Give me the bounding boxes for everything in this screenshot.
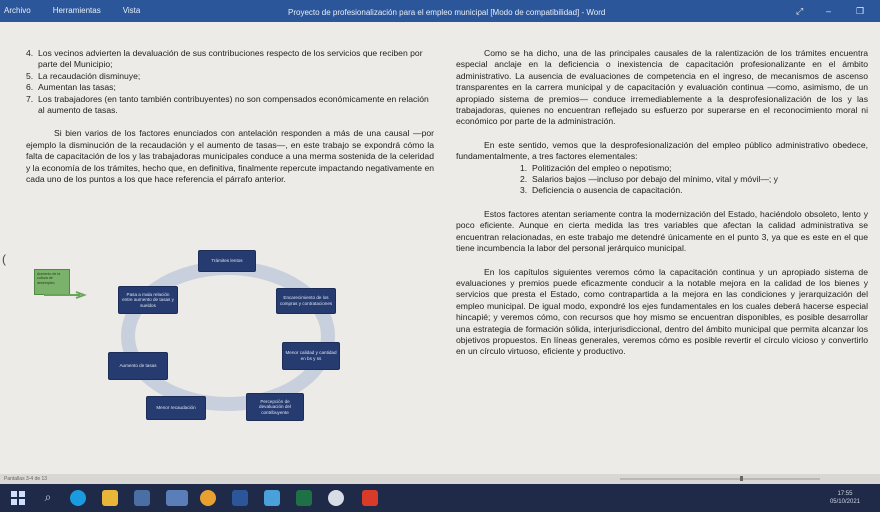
- taskbar: [0, 484, 880, 512]
- body-paragraph: En este sentido, vemos que la desprofesionalización del empleo público administrativo obedece, fundamentalmente, a tres factores elementales:: [456, 139, 868, 162]
- right-page: [456, 48, 868, 358]
- tray-date: 05/10/2021: [829, 499, 860, 505]
- edge-icon[interactable]: [70, 490, 86, 506]
- list-text: Salarios bajos —incluso por debajo del mínimo, vital y móvil—; y: [532, 174, 778, 185]
- list-text: La recaudación disminuye;: [38, 70, 141, 81]
- node-tramites-lentos: Trámites lentos: [198, 250, 256, 272]
- body-paragraph: Como se ha dicho, una de las principales causales de la ralentización de los trámites encuentra especial anclaje en la deficiencia o inexistencia de capacitación profesionalizante en el ámbito administrativo. La ausencia de evaluaciones de competencia en el ingreso, de mecanismos de ascenso transparentes en la carrera municipal y de capacitación y evaluación continua —como, asimismo, de un apropiado sistema de premios— conduce irremediablemente a la desprofesionalización de los y las trabajadoras, quienes no encuentran reflejado su esfuerzo por superarse en el reconocimiento moral ni económico por parte de la administración.: [456, 48, 868, 127]
- windows-start-icon[interactable]: [10, 490, 26, 506]
- list-number: 3.: [520, 185, 528, 196]
- browser-icon[interactable]: [328, 490, 344, 506]
- title-bar: [0, 0, 880, 22]
- excel-icon[interactable]: [296, 490, 312, 506]
- list-text: Aumentan las tasas;: [38, 82, 116, 93]
- menu-archivo[interactable]: Archivo: [4, 6, 31, 15]
- left-page: [26, 48, 434, 185]
- list-number: 4.: [26, 48, 34, 58]
- page-count: Pantallas 3-4 de 13: [4, 476, 48, 482]
- list-text: Politización del empleo o nepotismo;: [532, 162, 672, 173]
- node-mala-relacion: Pasa a mala relación entre aumento de tasas y sueldos: [118, 286, 178, 314]
- list-item: [520, 174, 868, 185]
- list-item: [520, 163, 868, 174]
- store-icon[interactable]: [134, 490, 150, 506]
- menu-herramientas[interactable]: Herramientas: [52, 6, 101, 15]
- zoom-slider[interactable]: [620, 476, 820, 481]
- list-item: [26, 48, 434, 71]
- tray-time: 17:55: [837, 491, 853, 497]
- node-menor-calidad: Menor calidad y cantidad en bs y ss: [282, 342, 340, 370]
- system-tray-clock[interactable]: [830, 490, 860, 506]
- search-icon[interactable]: ⌕: [44, 490, 52, 504]
- green-arrow: [44, 291, 88, 299]
- stray-parenthesis: (: [2, 252, 6, 266]
- list-number: 1.: [520, 162, 528, 173]
- list-text: Los vecinos advierten la devaluación de sus contribuciones respecto de los servicios que reciben por parte del Municipio;: [38, 48, 423, 70]
- zoom-icon[interactable]: [264, 490, 280, 506]
- body-paragraph: Estos factores atentan seriamente contra la modernización del Estado, haciéndolo obsoleto, lento y poco eficiente. Aunque en cierta medida las tres variables que afectan la calidad administrativa se encuentran relacionadas, en este trabajo me detendré únicamente en el punto 3, ya que es este en el que tiene incumbencia la labor del personal jerárquico municipal.: [456, 208, 868, 254]
- chrome-icon[interactable]: [200, 490, 216, 506]
- node-aumento-tasas: Aumento de tasas: [108, 352, 168, 380]
- acrobat-icon[interactable]: [362, 490, 378, 506]
- green-note-box: Aumento de la cultura de desempleo: [34, 269, 70, 295]
- list-number: 7.: [26, 93, 34, 104]
- node-percepcion: Percepción de devaluación del contribuyente: [246, 393, 304, 421]
- list-number: 2.: [520, 174, 528, 185]
- list-item: [26, 94, 434, 117]
- minimize-icon[interactable]: –: [826, 6, 832, 16]
- body-paragraph: Si bien varios de los factores enunciados con antelación responden a más de una causal —por ejemplo la disminución de la recaudación y el aumento de tasas—, en este trabajo se expondrá cómo la falta de capacitación de los y las trabajadoras municipales conduce a una merma sostenida de la celeridad y la economía de los trámites, hecho que, en definitiva, finalmente repercute impactando negativamente en cada uno de los puntos a los que hace referencia el párrafo anterior.: [26, 128, 434, 185]
- body-paragraph: En los capítulos siguientes veremos cómo la capacitación continua y un apropiado sistema de evaluaciones y premios puede eficazmente conducir a la notable mejora en la calidad de los bienes y servicios que presta el Estado, como contrapartida a la mejora en las condiciones y jerarquización del empleo municipal. De igual modo, expondré los ejes fundamentales en los cuales deberá hacerse especial hincapié; y veremos cómo, con recursos que hoy mismo se encuentran disponibles, es posible desarrollar una estrategia de formación sólida, interjurisdiccional, dentro del ámbito municipal que permita alcanzar los objetivos propuestos. En líneas generales, veremos cómo es posible revertir el círculo vicioso y convertirlo en un círculo virtuoso, eficiente y productivo.: [456, 266, 868, 357]
- node-encarecimiento: Encarecimiento de los compras y contrataciones: [276, 288, 336, 314]
- menu-vista[interactable]: Vista: [122, 6, 141, 15]
- list-number: 6.: [26, 82, 34, 93]
- menu-bar: [4, 6, 140, 15]
- node-menor-recaudacion: Menor recaudación: [146, 396, 206, 420]
- list-text: Deficiencia o ausencia de capacitación.: [532, 185, 683, 196]
- window-title: Proyecto de profesionalización para el empleo municipal [Modo de compatibilidad] - Word: [288, 8, 606, 17]
- taskbar-app-icon[interactable]: [166, 490, 188, 506]
- status-bar: [0, 474, 880, 484]
- document-view: [0, 22, 880, 474]
- restore-icon[interactable]: ❐: [856, 6, 865, 16]
- list-item: [26, 82, 434, 93]
- list-item: [26, 71, 434, 82]
- word-icon[interactable]: [232, 490, 248, 506]
- list-item: [520, 185, 868, 196]
- fullscreen-icon[interactable]: ⤢: [796, 6, 804, 16]
- file-explorer-icon[interactable]: [102, 490, 118, 506]
- factors-list: [456, 163, 868, 197]
- list-text: Los trabajadores (en tanto también contribuyentes) no son compensados económicamente en relación al aumento de tasas.: [38, 93, 429, 116]
- list-number: 5.: [26, 70, 34, 81]
